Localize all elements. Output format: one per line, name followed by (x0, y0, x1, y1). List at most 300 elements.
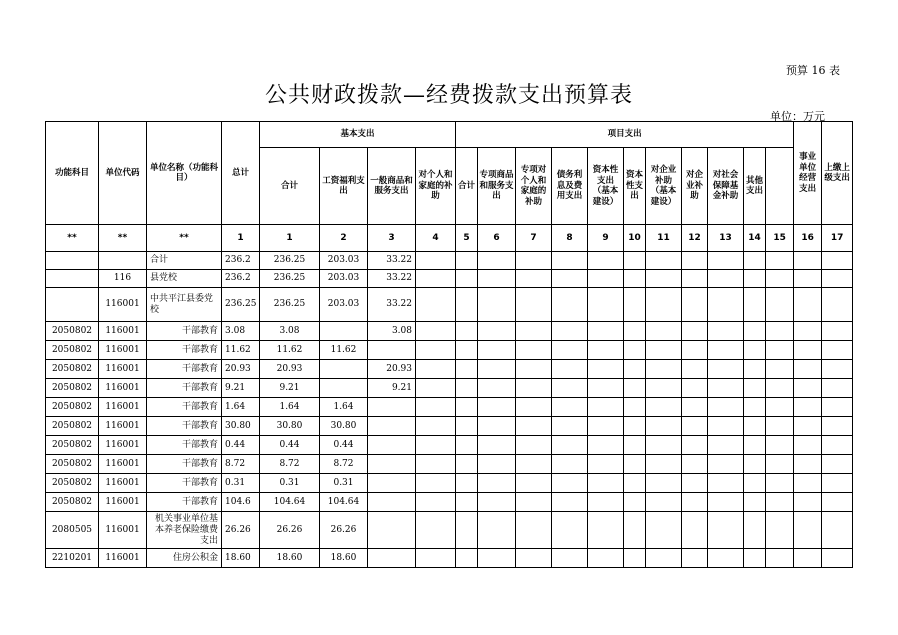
column-index-cell: 15 (766, 225, 794, 252)
empty-cell (708, 493, 744, 512)
empty-cell (588, 398, 624, 417)
empty-cell (588, 252, 624, 270)
column-index-cell: 8 (552, 225, 588, 252)
empty-cell (552, 455, 588, 474)
salary-cell: 203.03 (320, 288, 368, 322)
empty-cell (478, 288, 516, 322)
empty-cell (646, 379, 682, 398)
table-row (46, 270, 853, 288)
empty-cell (456, 270, 478, 288)
empty-cell (624, 322, 646, 341)
empty-cell (794, 455, 822, 474)
empty-cell (456, 417, 478, 436)
empty-cell (478, 360, 516, 379)
empty-cell (708, 360, 744, 379)
basic-total-cell: 20.93 (260, 360, 320, 379)
salary-cell (320, 379, 368, 398)
header-basic-total: 合计 (260, 148, 320, 225)
goods-services-cell: 33.22 (368, 288, 416, 322)
column-index-cell: ** (99, 225, 147, 252)
empty-cell (682, 417, 708, 436)
empty-cell (646, 436, 682, 455)
salary-cell: 11.62 (320, 341, 368, 360)
func-code-cell (46, 270, 99, 288)
empty-cell (416, 379, 456, 398)
column-index-cell: 11 (646, 225, 682, 252)
table-row (46, 398, 853, 417)
total-cell: 236.2 (222, 270, 260, 288)
empty-cell (416, 288, 456, 322)
empty-cell (552, 270, 588, 288)
column-index-cell: 3 (368, 225, 416, 252)
empty-cell (456, 379, 478, 398)
empty-cell (516, 417, 552, 436)
empty-cell (516, 252, 552, 270)
func-code-cell: 2050802 (46, 379, 99, 398)
header-proj-total: 合计 (456, 148, 478, 225)
basic-total-cell: 18.60 (260, 549, 320, 568)
header-salary: 工资福利支出 (320, 148, 368, 225)
empty-cell (478, 252, 516, 270)
column-index-cell: 17 (822, 225, 853, 252)
empty-cell (516, 288, 552, 322)
salary-cell (320, 360, 368, 379)
empty-cell (516, 360, 552, 379)
column-index-cell: ** (46, 225, 99, 252)
empty-cell (682, 436, 708, 455)
table-row (46, 360, 853, 379)
empty-cell (624, 436, 646, 455)
budget-table (45, 121, 853, 568)
empty-cell (478, 455, 516, 474)
header-other: 其他支出 (744, 148, 766, 225)
header-unit-name: 单位名称（功能科目） (147, 122, 222, 225)
empty-cell (516, 474, 552, 493)
empty-cell (478, 398, 516, 417)
empty-cell (708, 379, 744, 398)
empty-cell (588, 549, 624, 568)
func-code-cell (46, 288, 99, 322)
func-code-cell: 2050802 (46, 322, 99, 341)
header-personal-subsidy: 对个人和家庭的补助 (416, 148, 456, 225)
column-index-row (46, 225, 853, 252)
empty-cell (682, 455, 708, 474)
empty-cell (794, 360, 822, 379)
empty-cell (552, 549, 588, 568)
empty-cell (744, 360, 766, 379)
empty-cell (478, 341, 516, 360)
basic-total-cell: 11.62 (260, 341, 320, 360)
unit-name-cell: 干部教育 (147, 379, 222, 398)
empty-cell (682, 341, 708, 360)
header-project-group: 项目支出 (456, 122, 794, 148)
empty-cell (708, 436, 744, 455)
empty-cell (708, 417, 744, 436)
empty-cell (708, 252, 744, 270)
empty-cell (794, 493, 822, 512)
basic-total-cell: 104.64 (260, 493, 320, 512)
table-row (46, 341, 853, 360)
empty-cell (682, 288, 708, 322)
column-index-cell: 6 (478, 225, 516, 252)
func-code-cell: 2050802 (46, 417, 99, 436)
total-cell: 1.64 (222, 398, 260, 417)
salary-cell: 203.03 (320, 270, 368, 288)
total-cell: 8.72 (222, 455, 260, 474)
header-capital-basic: 资本性支出（基本建设） (588, 148, 624, 225)
empty-cell (766, 417, 794, 436)
header-proj-personal: 专项对个人和家庭的补助 (516, 148, 552, 225)
column-index-cell: 13 (708, 225, 744, 252)
empty-cell (822, 252, 853, 270)
empty-cell (766, 455, 794, 474)
empty-cell (588, 341, 624, 360)
empty-cell (708, 398, 744, 417)
unit-name-cell: 干部教育 (147, 493, 222, 512)
empty-cell (744, 270, 766, 288)
func-code-cell: 2080505 (46, 512, 99, 549)
table-row (46, 474, 853, 493)
empty-cell (478, 474, 516, 493)
empty-cell (624, 288, 646, 322)
empty-cell (708, 512, 744, 549)
empty-cell (552, 379, 588, 398)
empty-cell (478, 417, 516, 436)
empty-cell (478, 493, 516, 512)
empty-cell (646, 270, 682, 288)
empty-cell (822, 417, 853, 436)
unit-code-cell: 116001 (99, 436, 147, 455)
empty-cell (744, 288, 766, 322)
empty-cell (744, 322, 766, 341)
empty-cell (624, 549, 646, 568)
total-cell: 3.08 (222, 322, 260, 341)
empty-cell (516, 549, 552, 568)
empty-cell (516, 341, 552, 360)
empty-cell (646, 322, 682, 341)
empty-cell (588, 436, 624, 455)
empty-cell (552, 398, 588, 417)
empty-cell (646, 252, 682, 270)
empty-cell (822, 398, 853, 417)
empty-cell (552, 341, 588, 360)
unit-code-cell (99, 252, 147, 270)
unit-name-cell: 干部教育 (147, 417, 222, 436)
empty-cell (624, 474, 646, 493)
empty-cell (516, 512, 552, 549)
table-header (46, 122, 853, 252)
unit-code-cell: 116001 (99, 322, 147, 341)
empty-cell (646, 493, 682, 512)
empty-cell (766, 288, 794, 322)
empty-cell (456, 288, 478, 322)
empty-cell (478, 512, 516, 549)
empty-cell (708, 474, 744, 493)
total-cell: 236.25 (222, 288, 260, 322)
header-proj-goods: 专项商品和服务支出 (478, 148, 516, 225)
basic-total-cell: 236.25 (260, 252, 320, 270)
table-row (46, 455, 853, 474)
empty-cell (478, 379, 516, 398)
table-row (46, 252, 853, 270)
empty-cell (822, 341, 853, 360)
empty-cell (794, 417, 822, 436)
total-cell: 236.2 (222, 252, 260, 270)
unit-code-cell: 116 (99, 270, 147, 288)
empty-cell (646, 341, 682, 360)
unit-name-cell: 住房公积金 (147, 549, 222, 568)
empty-cell (794, 398, 822, 417)
unit-code-cell: 116001 (99, 379, 147, 398)
empty-cell (456, 322, 478, 341)
unit-name-cell: 合计 (147, 252, 222, 270)
empty-cell (708, 322, 744, 341)
empty-cell (766, 360, 794, 379)
empty-cell (588, 288, 624, 322)
unit-code-cell: 116001 (99, 360, 147, 379)
empty-cell (588, 512, 624, 549)
empty-cell (588, 360, 624, 379)
header-basic-group: 基本支出 (260, 122, 456, 148)
empty-cell (822, 270, 853, 288)
table-row (46, 417, 853, 436)
func-code-cell: 2050802 (46, 341, 99, 360)
header-capital: 资本性支出 (624, 148, 646, 225)
goods-services-cell: 20.93 (368, 360, 416, 379)
empty-cell (766, 398, 794, 417)
header-goods-services: 一般商品和服务支出 (368, 148, 416, 225)
empty-cell (588, 417, 624, 436)
table-row (46, 322, 853, 341)
empty-cell (416, 436, 456, 455)
empty-cell (682, 252, 708, 270)
empty-cell (516, 455, 552, 474)
empty-cell (766, 436, 794, 455)
empty-cell (822, 512, 853, 549)
empty-cell (822, 455, 853, 474)
func-code-cell: 2210201 (46, 549, 99, 568)
empty-cell (682, 398, 708, 417)
empty-cell (794, 252, 822, 270)
basic-total-cell: 3.08 (260, 322, 320, 341)
empty-cell (478, 436, 516, 455)
goods-services-cell (368, 474, 416, 493)
column-index-cell: 1 (222, 225, 260, 252)
table-row (46, 549, 853, 568)
empty-cell (822, 549, 853, 568)
total-cell: 18.60 (222, 549, 260, 568)
column-index-cell: 12 (682, 225, 708, 252)
goods-services-cell (368, 512, 416, 549)
unit-name-cell: 县党校 (147, 270, 222, 288)
unit-name-cell: 干部教育 (147, 360, 222, 379)
header-enterprise: 对企业补助 (682, 148, 708, 225)
empty-cell (766, 549, 794, 568)
basic-total-cell: 1.64 (260, 398, 320, 417)
empty-cell (794, 436, 822, 455)
empty-cell (552, 322, 588, 341)
unit-code-cell: 116001 (99, 398, 147, 417)
unit-name-cell: 干部教育 (147, 398, 222, 417)
salary-cell: 203.03 (320, 252, 368, 270)
empty-cell (552, 512, 588, 549)
empty-cell (552, 417, 588, 436)
total-cell: 11.62 (222, 341, 260, 360)
empty-cell (744, 474, 766, 493)
unit-name-cell: 中共平江县委党校 (147, 288, 222, 322)
empty-cell (516, 493, 552, 512)
empty-cell (416, 398, 456, 417)
empty-cell (516, 322, 552, 341)
empty-cell (624, 341, 646, 360)
header-enterprise-basic: 对企业补助（基本建设） (646, 148, 682, 225)
empty-cell (456, 360, 478, 379)
empty-cell (516, 398, 552, 417)
empty-cell (552, 288, 588, 322)
empty-cell (416, 417, 456, 436)
empty-cell (744, 549, 766, 568)
goods-services-cell: 33.22 (368, 252, 416, 270)
empty-cell (794, 379, 822, 398)
empty-cell (744, 455, 766, 474)
unit-code-cell: 116001 (99, 493, 147, 512)
empty-cell (416, 455, 456, 474)
goods-services-cell (368, 398, 416, 417)
empty-cell (744, 379, 766, 398)
salary-cell: 1.64 (320, 398, 368, 417)
empty-cell (682, 322, 708, 341)
column-index-cell: 2 (320, 225, 368, 252)
header-social-security: 对社会保障基金补助 (708, 148, 744, 225)
goods-services-cell (368, 549, 416, 568)
empty-cell (624, 252, 646, 270)
empty-cell (588, 379, 624, 398)
table-body (46, 252, 853, 568)
unit-name-cell: 干部教育 (147, 455, 222, 474)
header-remit-higher: 上缴上级支出 (822, 122, 853, 225)
column-index-cell: 10 (624, 225, 646, 252)
column-index-cell: 16 (794, 225, 822, 252)
total-cell: 104.6 (222, 493, 260, 512)
total-cell: 30.80 (222, 417, 260, 436)
header-debt-interest: 债务利息及费用支出 (552, 148, 588, 225)
empty-cell (478, 270, 516, 288)
func-code-cell: 2050802 (46, 436, 99, 455)
empty-cell (552, 436, 588, 455)
empty-cell (624, 398, 646, 417)
empty-cell (624, 360, 646, 379)
empty-cell (478, 549, 516, 568)
salary-cell: 26.26 (320, 512, 368, 549)
empty-cell (708, 270, 744, 288)
empty-cell (456, 436, 478, 455)
empty-cell (822, 474, 853, 493)
column-index-cell: 9 (588, 225, 624, 252)
empty-cell (552, 252, 588, 270)
empty-cell (646, 288, 682, 322)
header-unit-code: 单位代码 (99, 122, 147, 225)
unit-code-cell: 116001 (99, 474, 147, 493)
empty-cell (744, 341, 766, 360)
unit-code-cell: 116001 (99, 549, 147, 568)
goods-services-cell (368, 493, 416, 512)
empty-cell (646, 360, 682, 379)
empty-cell (416, 360, 456, 379)
header-business-unit: 事业单位经营支出 (794, 122, 822, 225)
column-index-cell: 14 (744, 225, 766, 252)
total-cell: 0.31 (222, 474, 260, 493)
empty-cell (744, 512, 766, 549)
empty-cell (456, 512, 478, 549)
func-code-cell: 2050802 (46, 474, 99, 493)
empty-cell (766, 512, 794, 549)
goods-services-cell: 9.21 (368, 379, 416, 398)
unit-name-cell: 机关事业单位基本养老保险缴费支出 (147, 512, 222, 549)
empty-cell (456, 398, 478, 417)
empty-cell (516, 379, 552, 398)
empty-cell (416, 474, 456, 493)
basic-total-cell: 30.80 (260, 417, 320, 436)
empty-cell (416, 270, 456, 288)
empty-cell (766, 341, 794, 360)
empty-cell (682, 493, 708, 512)
empty-cell (822, 322, 853, 341)
empty-cell (456, 549, 478, 568)
empty-cell (744, 417, 766, 436)
empty-cell (588, 474, 624, 493)
goods-services-cell (368, 455, 416, 474)
empty-cell (552, 493, 588, 512)
basic-total-cell: 236.25 (260, 288, 320, 322)
empty-cell (588, 270, 624, 288)
empty-cell (588, 322, 624, 341)
table-row (46, 436, 853, 455)
basic-total-cell: 236.25 (260, 270, 320, 288)
func-code-cell: 2050802 (46, 360, 99, 379)
empty-cell (794, 549, 822, 568)
empty-cell (646, 455, 682, 474)
empty-cell (416, 252, 456, 270)
unit-code-cell: 116001 (99, 512, 147, 549)
empty-cell (646, 512, 682, 549)
empty-cell (624, 270, 646, 288)
table-row (46, 493, 853, 512)
table-number-label: 预算 16 表 (786, 64, 840, 77)
empty-cell (416, 549, 456, 568)
salary-cell: 0.31 (320, 474, 368, 493)
header-func-code: 功能科目 (46, 122, 99, 225)
empty-cell (624, 379, 646, 398)
table-row (46, 512, 853, 549)
empty-cell (478, 322, 516, 341)
empty-cell (416, 322, 456, 341)
table-row (46, 288, 853, 322)
basic-total-cell: 8.72 (260, 455, 320, 474)
empty-cell (766, 493, 794, 512)
empty-cell (744, 398, 766, 417)
basic-total-cell: 9.21 (260, 379, 320, 398)
empty-cell (708, 549, 744, 568)
empty-cell (646, 474, 682, 493)
unit-code-cell: 116001 (99, 341, 147, 360)
table-row (46, 379, 853, 398)
goods-services-cell: 33.22 (368, 270, 416, 288)
func-code-cell: 2050802 (46, 455, 99, 474)
unit-name-cell: 干部教育 (147, 322, 222, 341)
empty-cell (682, 474, 708, 493)
salary-cell: 104.64 (320, 493, 368, 512)
empty-cell (624, 417, 646, 436)
